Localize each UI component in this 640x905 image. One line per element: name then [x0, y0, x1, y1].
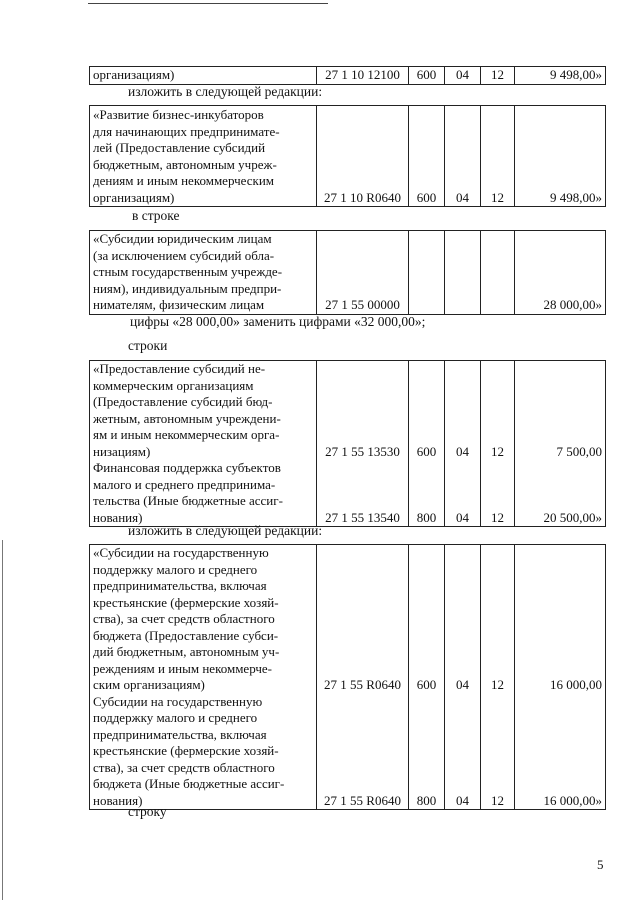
row4-vr [409, 361, 445, 527]
row5-line: поддержку малого и среднего [93, 710, 258, 725]
budget-table-row4 [89, 360, 606, 527]
row5-rz-b: 04 [456, 792, 469, 808]
instruction-text-4: строки [128, 338, 168, 353]
row4-amounts [515, 361, 606, 527]
row3-code: 27 1 55 00000 [317, 231, 409, 315]
row2-line: бюджетным, автономным учреж- [93, 156, 277, 172]
row5-rz [445, 545, 481, 810]
row1-rz: 04 [445, 67, 481, 85]
row4-line: тельства (Иные бюджетные ассиг- [93, 493, 283, 508]
budget-table-row1 [89, 66, 606, 85]
row5-line: предпринимательства, включая [93, 578, 267, 593]
row5-pr-a: 12 [491, 677, 504, 692]
row4-rz-a: 04 [456, 444, 469, 459]
row4-line: нования) [93, 509, 143, 525]
row4-code-b: 27 1 55 13540 [325, 509, 400, 525]
row5-line: ским организациям) [93, 677, 205, 692]
row4-line: низациям) [93, 443, 151, 459]
row4-amount-a: 7 500,00 [556, 444, 602, 459]
instruction-text-3: цифры «28 000,00» заменить цифрами «32 000,00»; [130, 314, 426, 329]
row4-vr-a: 600 [416, 444, 437, 459]
row4-code-a: 27 1 55 13530 [325, 444, 400, 459]
row4-line: (Предоставление субсидий бюд- [93, 394, 273, 409]
instruction-text-2: в строке [132, 208, 180, 223]
instruction-text-5: изложить в следующей редакции: [128, 523, 323, 538]
row1-pr: 12 [481, 67, 515, 85]
row3-amount: 28 000,00» [515, 231, 606, 315]
row4-vr-b: 800 [416, 509, 437, 525]
row4-name [90, 361, 317, 527]
row5-amount-b: 16 000,00» [543, 792, 602, 808]
row4-line: ям и иным некоммерческим орга- [93, 427, 280, 442]
row5-line: бюджета (Иные бюджетные ассиг- [93, 776, 285, 791]
row5-line: ства), за счет средств областного [93, 759, 275, 775]
row5-pr-b: 12 [491, 792, 504, 808]
row2-pr: 12 [481, 106, 515, 207]
row3-line: нимателям, физическим лицам [93, 297, 265, 312]
row5-codes [317, 545, 409, 810]
row4-rz-b: 04 [456, 509, 469, 525]
row3-line: «Субсидии юридическим лицам [93, 231, 272, 246]
row5-amount-a: 16 000,00 [550, 677, 602, 692]
row5-line: крестьянские (фермерские хозяй- [93, 743, 279, 758]
row2-amount: 9 498,00» [515, 106, 606, 207]
row4-pr [481, 361, 515, 527]
row3-line: стным государственным учрежде- [93, 264, 283, 279]
instruction-text-6: строку [128, 804, 167, 819]
row5-line: нования) [93, 792, 143, 808]
row5-line: крестьянские (фермерские хозяй- [93, 594, 279, 610]
row1-vr: 600 [409, 67, 445, 85]
row4-amount-b: 20 500,00» [543, 509, 602, 525]
row2-line: «Развитие бизнес-инкубаторов [93, 107, 264, 122]
row5-line: ства), за счет средств областного [93, 611, 275, 626]
row1-name: организациям) [90, 67, 317, 85]
row5-line: предпринимательства, включая [93, 726, 267, 742]
row5-vr [409, 545, 445, 810]
row5-line: реждениям и иным некоммерче- [93, 660, 273, 676]
row2-name [90, 106, 317, 207]
row3-line: ниям), индивидуальным предпри- [93, 280, 282, 296]
row4-line: коммерческим организациям [93, 377, 254, 393]
row2-line: лей (Предоставление субсидий [93, 140, 266, 155]
row3-rz [445, 231, 481, 315]
row3-name [90, 231, 317, 315]
row5-code-b: 27 1 55 R0640 [324, 792, 401, 808]
row5-name [90, 545, 317, 810]
row5-line: «Субсидии на государственную [93, 545, 269, 560]
row5-vr-b: 800 [416, 792, 437, 808]
page-number: 5 [597, 857, 604, 872]
scan-artifact-left [2, 540, 3, 900]
row2-rz: 04 [445, 106, 481, 207]
row4-line: малого и среднего предпринима- [93, 476, 276, 492]
row2-line: дениям и иным некоммерческим [93, 173, 275, 188]
row4-pr-a: 12 [491, 444, 504, 459]
scan-artifact-top [88, 3, 328, 4]
budget-table-row2 [89, 105, 606, 207]
row3-line: (за исключением субсидий обла- [93, 247, 275, 263]
row4-line: «Предоставление субсидий не- [93, 361, 266, 376]
row4-line: жетным, автономным учреждени- [93, 410, 281, 426]
row1-code: 27 1 10 12100 [317, 67, 409, 85]
row2-line: организациям) [93, 189, 175, 205]
row4-line: Финансовая поддержка субъектов [93, 460, 281, 475]
row5-amounts [515, 545, 606, 810]
row4-pr-b: 12 [491, 509, 504, 525]
row5-line: бюджета (Предоставление субси- [93, 627, 279, 643]
row2-line: для начинающих предпринимате- [93, 123, 280, 139]
row2-code: 27 1 10 R0640 [317, 106, 409, 207]
row4-rz [445, 361, 481, 527]
row5-vr-a: 600 [416, 677, 437, 692]
budget-table-row5 [89, 544, 606, 810]
row4-codes [317, 361, 409, 527]
row5-line: дий бюджетным, автономным уч- [93, 644, 280, 659]
row5-rz-a: 04 [456, 677, 469, 692]
row3-vr [409, 231, 445, 315]
row5-pr [481, 545, 515, 810]
row5-line: Субсидии на государственную [93, 693, 263, 709]
row1-amount: 9 498,00» [515, 67, 606, 85]
row5-code-a: 27 1 55 R0640 [324, 677, 401, 692]
instruction-text-1: изложить в следующей редакции: [128, 84, 323, 99]
row3-pr [481, 231, 515, 315]
row2-vr: 600 [409, 106, 445, 207]
row5-line: поддержку малого и среднего [93, 561, 258, 577]
budget-table-row3 [89, 230, 606, 315]
